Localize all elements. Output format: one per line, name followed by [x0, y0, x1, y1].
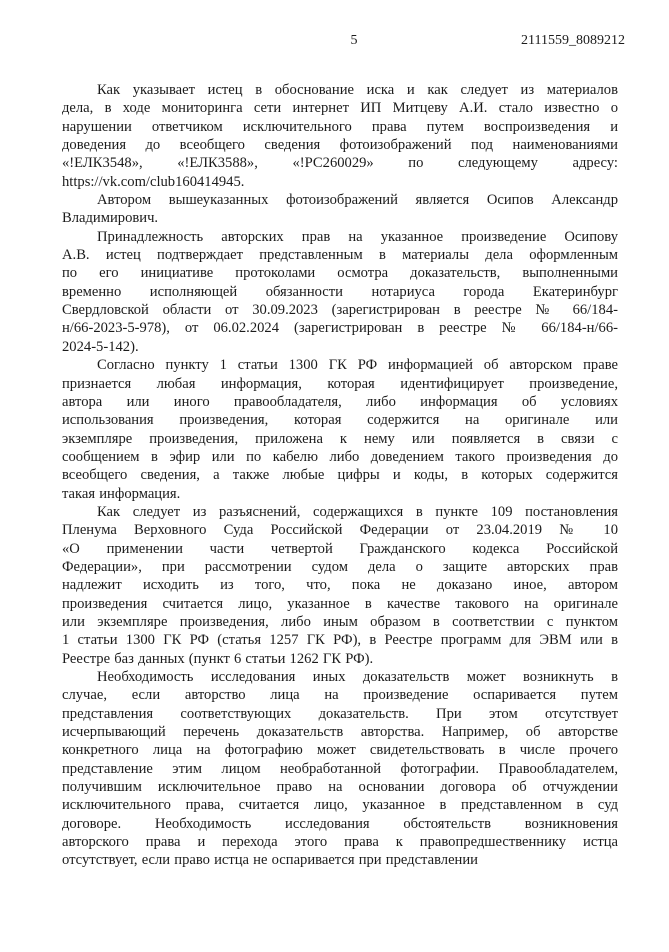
text-line: авторского права и перехода этого права к правопредшественнику истца [62, 834, 618, 851]
paragraph [62, 356, 618, 503]
text-line: такая информация. [62, 485, 181, 502]
text-line: представление этим лицом необработанной фотографии. Правообладателем, [62, 760, 618, 777]
text-line: Пленума Верховного Суда Российской Федерации от 23.04.2019 № 10 [62, 522, 618, 539]
text-line: надлежит исходить из того, что, пока не доказано иное, автором [62, 577, 618, 594]
text-line: Свердловской области от 30.09.2023 (зарегистрирован в реестре № 66/184- [62, 302, 618, 319]
document-body [62, 81, 618, 870]
text-line: произведения считается лицо, указанное в качестве такового на оригинале [62, 595, 618, 612]
text-line: случае, если авторство лица на произведение оспаривается путем [62, 687, 618, 704]
text-line: «!ЕЛК3548», «!ЕЛК3588», «!РС260029» по следующему адресу: [62, 155, 618, 172]
text-line: Реестре баз данных (пункт 6 статьи 1262 ГК РФ). [62, 650, 374, 667]
text-line: сообщением в эфир или по кабелю либо доведением такого произведения до [62, 448, 618, 465]
text-line: нарушении ответчиком исключительного права путем воспроизведения и [62, 118, 618, 135]
text-line: конкретного лица на фотографию может свидетельствовать в числе прочего [62, 742, 618, 759]
text-line: Как следует из разъяснений, содержащихся в пункте 109 постановления [97, 503, 618, 520]
text-line: доведения до всеобщего сведения фотоизображений под наименованиями [62, 137, 618, 154]
paragraph [62, 503, 618, 668]
text-line: https://vk.com/club160414945. [62, 173, 245, 190]
text-line: 2024-5-142). [62, 338, 139, 355]
text-line: договоре. Необходимость исследования обстоятельств возникновения [62, 815, 618, 832]
text-line: экземпляре произведения, приложена к нему или появляется в связи с [62, 430, 618, 447]
text-line: Как указывает истец в обоснование иска и как следует из материалов [97, 82, 618, 98]
text-line: по его инициативе протоколами осмотра доказательств, выполненными [62, 265, 618, 282]
text-line: н/66-2023-5-978), от 06.02.2024 (зарегистрирован в реестре № 66/184-н/66- [62, 320, 618, 337]
text-line: использования произведения, которая содержится на оригинале или [62, 412, 618, 429]
text-line: Федерации», при рассмотрении судом дела о защите авторских прав [62, 558, 618, 575]
text-line: признается любая информация, которая идентифицирует произведение, [62, 375, 618, 392]
text-line: «О применении части четвертой Гражданского кодекса Российской [62, 540, 618, 557]
text-line: временно исполняющей обязанности нотариуса города Екатеринбург [62, 283, 618, 300]
text-line: всеобщего сведения, а также любые цифры и коды, в которых содержится [62, 467, 618, 484]
text-line: получившим исключительное право на основании договора об отчуждении [62, 779, 618, 796]
text-line: автора или иного правообладателя, либо информация об условиях [62, 393, 618, 410]
text-line: представления соответствующих доказательств. При этом отсутствует [62, 705, 618, 722]
page-header [0, 32, 669, 50]
text-line: Автором вышеуказанных фотоизображений является Осипов Александр [97, 192, 618, 209]
text-line: исключительного права, считается лицо, указанное в представленном в суд [62, 797, 618, 814]
text-line: Согласно пункту 1 статьи 1300 ГК РФ информацией об авторском праве [97, 357, 618, 374]
text-line: дела, в ходе мониторинга сети интернет ИП Митцеву А.И. стало известно о [62, 100, 618, 117]
text-line: Необходимость исследования иных доказательств может возникнуть в [97, 669, 618, 685]
text-line: или экземпляре произведения, либо иным образом в соответствии с пунктом [62, 613, 618, 630]
text-line: Владимирович. [62, 210, 159, 227]
text-line: отсутствует, если право истца не оспаривается при представлении [62, 852, 478, 869]
text-line: Принадлежность авторских прав на указанное произведение Осипову [97, 228, 618, 245]
text-line: А.В. истец подтверждает представленным в материалы дела оформленным [62, 247, 618, 264]
paragraph [62, 668, 618, 870]
paragraph [62, 191, 618, 228]
paragraph [62, 228, 618, 356]
page-number: 5 [350, 33, 358, 48]
text-line: 1 статьи 1300 ГК РФ (статья 1257 ГК РФ), в Реестре программ для ЭВМ или в [62, 632, 618, 649]
document-id: 2111559_8089212 [521, 33, 625, 48]
paragraph [62, 81, 618, 191]
text-line: исчерпывающий перечень доказательств авторства. Например, об авторстве [62, 724, 618, 741]
